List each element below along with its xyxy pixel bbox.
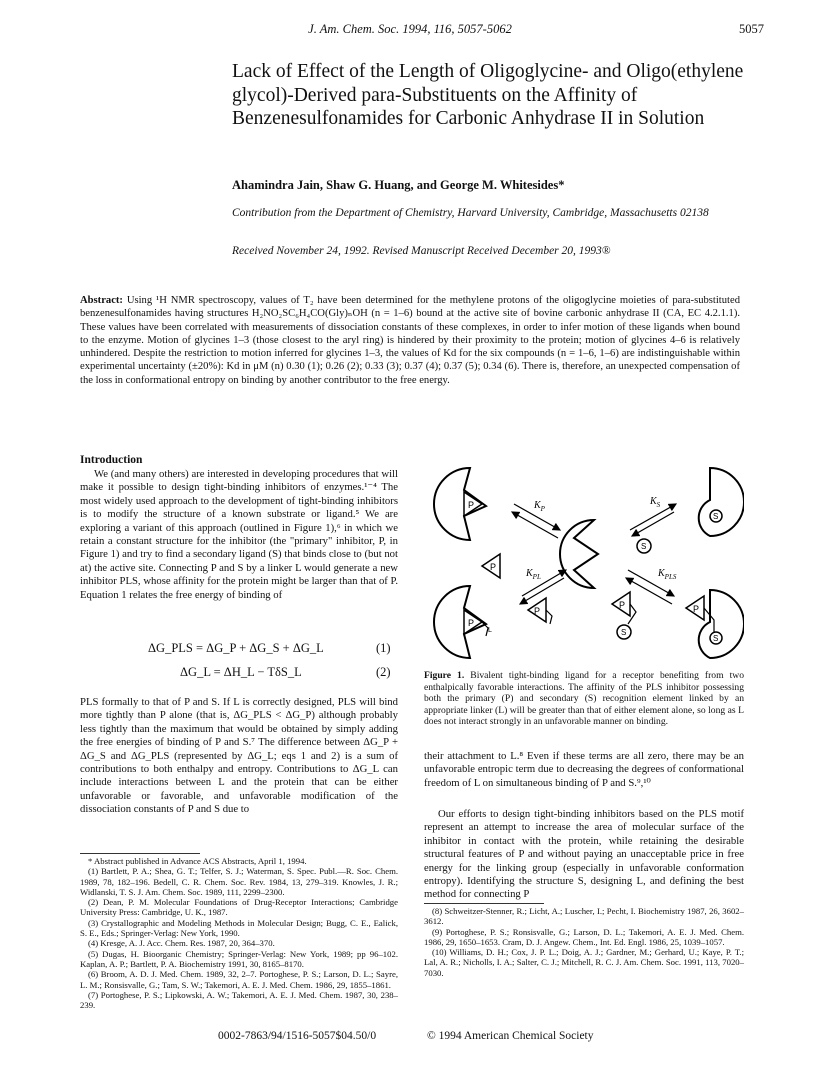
abstract-text: Using ¹H NMR spectroscopy, values of T₂ have been determined for the methylene protons of the oligoglycine moieties of para-substituted benzenesulfonamides having structures H₂NO₂SC₆H₄CO(Gly)ₙOH (n = 1–6) bound at the active site of bovine carbonic anhydrase II (CA, EC 4.2.1.1). These values have been correlated with measurements of dissociation constants of these complexes, in order to infer motion of these ligands when bound to the enzyme. Motion of glycines 1–3 (those closest to the aryl ring) is hindered by their proximity to the protein; motion of glycines 4–6 is relatively unhindered. Despite the restriction to motion inferred for glycines 1–3, the values of Kd for the six compounds (n = 1–6, 1–6) are indistinguishable within experimental uncertainty (±20%): Kd in μM (n) 0.30 (1); 0.26 (2); 0.33 (3); 0.37 (4); 0.37 (5); 0.34 (6). There is, therefore, an unexpected compensation of the loss in conformational entropy on binding by another contributor to the free energy. (80, 295, 740, 386)
label-s-free: S (641, 542, 647, 551)
arrow-ks-back (632, 512, 674, 536)
footnote-divider-left (80, 853, 200, 854)
equation-2-number: (2) (376, 665, 391, 679)
label-s-pls-bound: S (713, 634, 719, 643)
free-ligand-s (637, 539, 651, 553)
label-p-pls-bound: P (693, 604, 700, 614)
footnote: (1) Bartlett, P. A.; Shea, G. T.; Telfer, S. J.; Waterman, S. Spec. Publ.—R. Soc. Chem. 1989, 78, 182–196. Bedell, C. R. Chem. Soc. Rev. 1984, 13, 279–319. Knowles, J. R.; Widlanski, T. S. J. Am. Chem. Soc. 1989, 111, 2299–2300. (80, 866, 398, 897)
receptor-with-s (699, 468, 744, 536)
label-l: L (488, 627, 492, 634)
receptor-with-p (434, 468, 486, 540)
empty-receptor (560, 520, 598, 588)
receptor-with-pls (686, 590, 744, 658)
label-p-bound: P (468, 618, 475, 628)
label-kpls: $K_{PLS}$ (658, 568, 677, 581)
article-authors: Ahamindra Jain, Shaw G. Huang, and George M. Whitesides* (232, 178, 565, 192)
intro-paragraph-4: Our efforts to design tight-binding inhibitors based on the PLS motif represent an attempt to increase the area of molecular surface of the inhibitor in contact with the protein, while retaining the desirable structural features of P and without paying an unacceptable price in free energy for the linking group (especially in unfavorable conformation entropy). Identifying the structure S, designing L, and defining the best method for connecting P (424, 808, 744, 901)
journal-header: J. Am. Chem. Soc. 1994, 116, 5057-5062 (308, 22, 512, 36)
footnote: (7) Portoghese, P. S.; Lipkowski, A. W.; Takemori, A. E. J. Med. Chem. 1987, 30, 238–239. (80, 989, 398, 1011)
receptor-with-pl (434, 586, 492, 658)
label-p: P (468, 500, 475, 510)
footnote: * Abstract published in Advance ACS Abstracts, April 1, 1994. (88, 856, 307, 866)
free-ligand-pls (612, 592, 636, 639)
copyright: © 1994 American Chemical Society (427, 1030, 594, 1042)
label-p-pl: P (534, 606, 541, 616)
label-s: S (713, 512, 719, 521)
footnote: (2) Dean, P. M. Molecular Foundations of Drug-Receptor Interactions; Cambridge University Press: Cambridge, U. K., 1987. (80, 897, 398, 918)
footnote: (8) Schweitzer-Stenner, R.; Licht, A.; Luscher, I.; Pecht, I. Biochemistry 1987, 26, 3602–3612. (424, 906, 744, 927)
label-kpl: $K_{PL}$ (526, 568, 541, 581)
arrow-ks-forward (630, 504, 676, 530)
page-number: 5057 (739, 22, 764, 36)
footnote: (5) Dugas, H. Bioorganic Chemistry; Springer-Verlag: New York, 1989; pp 96–102. Kaplan, A. P.; Bartlett, P. A. Biochemistry 1991, 30, 8165–8170. (80, 948, 398, 969)
article-title: Lack of Effect of the Length of Oligoglycine- and Oligo(ethylene glycol)-Derived para-Substituents on the Affinity of Benzenesulfonamides for Carbonic Anhydrase II in Solution (232, 61, 744, 129)
label-ks: $K_S$ (650, 496, 661, 509)
footnote: (3) Crystallographic and Modeling Methods in Molecular Design; Bugg, C. E., Ealick, S. E., Eds.; Springer-Verlag: New York, 1990. (80, 917, 398, 939)
intro-paragraph-1: We (and many others) are interested in developing procedures that will make it possible to design tight-binding inhibitors of enzymes.¹⁻⁴ The most widely used approach to the development of tight-binding inhibitors is to modify the structure of a known substrate or ligand.⁵ We are exploring a variant of this approach (outlined in Figure 1),⁶ in which we retain a constant structure for the inhibitor (the "primary" inhibitor, P, in Figure 1) and try to find a secondary ligand (S) that binds close to (but not at) the active site. Connecting P and S by a linker L would generate a new inhibitor PLS, whose affinity for the protein might be larger than that of P. Equation 1 relates the free energy of binding of (80, 468, 398, 601)
footnotes-right (424, 906, 744, 978)
footnote: (10) Williams, D. H.; Cox, J. P. L.; Doig, A. J.; Gardner, M.; Gerhard, U.; Kaye, P. T.; Lal, A. R.; Nicholls, I. A.; Salter, C. J.; Mitchell, R. C. J. Am. Chem. Soc. 1991, 113, 7020–7030. (424, 947, 744, 978)
article-received: Received November 24, 1992. Revised Manuscript Received December 20, 1993® (232, 245, 611, 257)
footnote: (9) Portoghese, P. S.; Ronsisvalle, G.; Larson, D. L.; Takemori, A. E. J. Med. Chem. 1986, 29, 1650–1653. Cram, D. J. Angew. Chem., Int. Ed. Engl. 1986, 25, 1039–1057. (424, 926, 744, 947)
footnote-divider-right (424, 903, 544, 904)
equation-2: ΔG_L = ΔH_L − TδS_L (180, 665, 302, 679)
label-kp: $K_P$ (534, 500, 545, 513)
figure-caption-label: Figure 1. (424, 670, 465, 681)
free-ligand-p (482, 554, 500, 578)
footnote: (4) Kresge, A. J. Acc. Chem. Res. 1987, 20, 364–370. (88, 938, 275, 949)
figure-1-caption (424, 670, 744, 728)
intro-paragraph-3: their attachment to L.⁸ Even if these terms are all zero, there may be an unfavorable entropic term due to decreasing the degrees of conformational freedom of L on simultaneous binding of P and S.⁹,¹⁰ (424, 750, 744, 789)
equation-1-number: (1) (376, 641, 391, 655)
footnotes-left (80, 856, 398, 1010)
label-s-pls: S (621, 628, 627, 637)
footnote: (6) Broom, A. D. J. Med. Chem. 1989, 32, 2–7. Portoghese, P. S.; Larson, D. L.; Sayre, L. M.; Ronsisvalle, G.; Tam, S. W.; Takemori, A. E. J. Med. Chem. 1986, 29, 1855–1861. (80, 969, 398, 990)
figure-1 (424, 460, 744, 664)
abstract (80, 294, 740, 387)
article-code: 0002-7863/94/1516-5057$04.50/0 (218, 1030, 377, 1042)
figure-caption-text: Bivalent tight-binding ligand for a receptor benefiting from two enthalpically favorable interactions. The affinity of the PLS inhibitor possessing both the primary (P) and secondary (S) recognition element linked by an appropriate linker (L) will be greater than that of either element alone, so long as L does not interact strongly in an unfavorable manner on binding. (424, 670, 744, 728)
article-affiliation: Contribution from the Department of Chemistry, Harvard University, Cambridge, Massachusetts 02138 (232, 207, 709, 219)
label-p-pls: P (619, 600, 626, 610)
intro-paragraph-2: PLS formally to that of P and S. If L is correctly designed, PLS will bind more tightly than P alone (that is, ΔG_PLS < ΔG_P) although probably less tightly than the maximum that would be obtained by simply adding the free energies of binding of P and S.⁷ The difference between ΔG_P + ΔG_S and ΔG_PLS (represented by ΔG_L; eqs 1 and 2) is a sum of contributions to both enthalpy and entropy. Contributions to ΔG_L can include interactions between L and the protein that can be either unfavorable or favorable, and unfavorable modification of the dissociation constants of P and S due to (80, 696, 398, 816)
label-p-free: P (490, 562, 497, 572)
free-ligand-pl (528, 598, 552, 624)
section-heading-introduction: Introduction (80, 454, 143, 466)
abstract-label: Abstract: (80, 295, 123, 306)
equation-1: ΔG_PLS = ΔG_P + ΔG_S + ΔG_L (148, 641, 324, 655)
